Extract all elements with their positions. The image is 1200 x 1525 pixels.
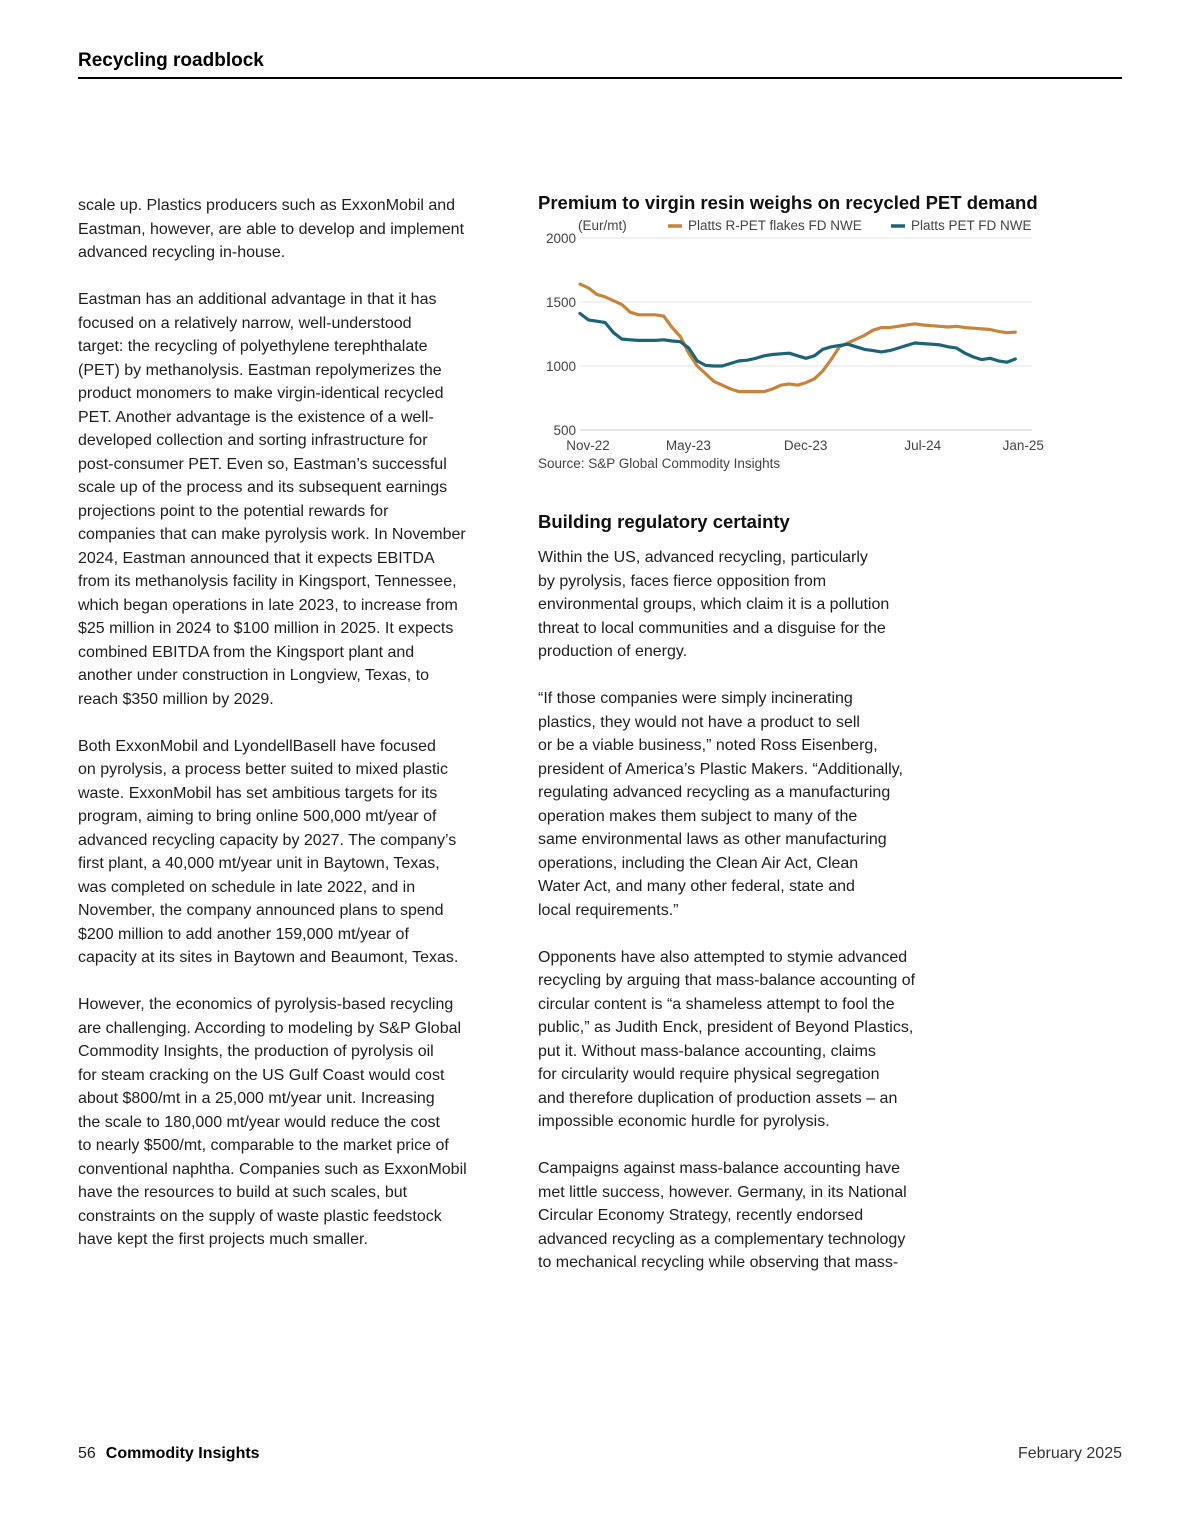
issue-date: February 2025 [1017, 1445, 1122, 1462]
chart-title: Premium to virgin resin weighs on recycled PET demand [538, 192, 1038, 213]
body-paragraph: Both ExxonMobil and LyondellBasell have focused on pyrolysis, a process better suited to mixed plastic waste. ExxonMobil has set ambitious targets for its program, aiming to bring online 500,000 mt/year of advanced recycling capacity by 2027. The company’s first plant, a 40,000 mt/year unit in Baytown, Texas, was completed on schedule in late 2022, and in November, the company announced plans to spend $200 million to add another 159,000 mt/year of capacity at its sites in Baytown and Beaumont, Texas. [78, 737, 459, 966]
section-heading: Building regulatory certainty [538, 511, 790, 532]
series-line [580, 314, 1015, 367]
y-tick-label: 1000 [545, 359, 576, 374]
publication-name: Commodity Insights [105, 1445, 260, 1462]
body-paragraph: Campaigns against mass-balance accounting have met little success, however. Germany, in its National Circular Economy Strategy, recently endorsed advanced recycling as a complementary technology to mechanical recycling while observing that mass- [538, 1160, 907, 1271]
page-number: 56 [78, 1445, 96, 1462]
body-paragraph: Opponents have also attempted to stymie advanced recycling by arguing that mass-balance accounting of circular content is “a shameless attempt to fool the public,” as Judith Enck, president of Beyond Plastics, put it. Without mass-balance accounting, claims for circularity would require physical segregation and therefore duplication of production assets – an impossible economic hurdle for pyrolysis. [538, 948, 916, 1130]
legend-label: Platts PET FD NWE [911, 218, 1032, 233]
body-paragraph: However, the economics of pyrolysis-based recycling are challenging. According to modeling by S&P Global Commodity Insights, the production of pyrolysis oil for steam cracking on the US Gulf Coast would cost about $800/mt in a 25,000 mt/year unit. Increasing the scale to 180,000 mt/year would reduce the cost to nearly $500/mt, comparable to the market price of conventional naphtha. Companies such as ExxonMobil have the resources to build at such scales, but constraints on the supply of waste plastic feedstock have kept the first projects much smaller. [78, 996, 467, 1248]
y-tick-label: 1500 [545, 295, 576, 310]
series-line [580, 284, 1015, 392]
body-paragraph: Within the US, advanced recycling, particularly by pyrolysis, faces fierce opposition from environmental groups, which claim it is a pollution threat to local communities and a disguise for the production of energy. [538, 549, 890, 660]
chart-source: Source: S&P Global Commodity Insights [538, 456, 781, 471]
body-paragraph: “If those companies were simply incinerating plastics, they would not have a product to sell or be a viable business,” noted Ross Eisenberg, president of America’s Plastic Makers. “Additionally, regulating advanced recycling as a manufacturing operation makes them subject to many of the same environmental laws as other manufacturing operations, including the Clean Air Act, Clean Water Act, and many other federal, state and local requirements.” [538, 690, 903, 919]
y-tick-label: 500 [553, 423, 576, 438]
body-paragraph: scale up. Plastics producers such as ExxonMobil and Eastman, however, are able to develop and implement advanced recycling in-house. [78, 197, 465, 261]
left-column [78, 194, 516, 1275]
section-title: Recycling roadblock [78, 50, 264, 71]
legend-label: Platts R-PET flakes FD NWE [688, 218, 862, 233]
x-tick-label: May-23 [665, 438, 711, 453]
price-chart [536, 192, 1066, 477]
x-tick-label: Jul-24 [904, 438, 942, 453]
page-header [78, 48, 1122, 79]
right-column [538, 510, 968, 1298]
y-axis-label: (Eur/mt) [578, 218, 627, 233]
page-footer [78, 1444, 260, 1464]
x-tick-label: Nov-22 [566, 438, 610, 453]
x-tick-label: Jan-25 [1002, 438, 1044, 453]
x-tick-label: Dec-23 [783, 438, 828, 453]
body-paragraph: Eastman has an additional advantage in that it has focused on a relatively narrow, well-understood target: the recycling of polyethylene terephthalate (PET) by methanolysis. Eastman repolymerizes the product monomers to make virgin-identical recycled PET. Another advantage is the existence of a well- developed collection and sorting infrastructure for post-consumer PET. Even so, Eastman’s successful scale up of the process and its subsequent earnings projections point to the potential rewards for companies that can make pyrolysis work. In November 2024, Eastman announced that it expects EBITDA from its methanolysis facility in Kingsport, Tennessee, which began operations in late 2023, to increase from $25 million in 2024 to $100 million in 2025. It expects combined EBITDA from the Kingsport plant and another under construction in Longview, Texas, to reach $350 million by 2029. [78, 291, 466, 708]
y-tick-label: 2000 [545, 231, 576, 246]
chart-plot [536, 192, 1066, 477]
